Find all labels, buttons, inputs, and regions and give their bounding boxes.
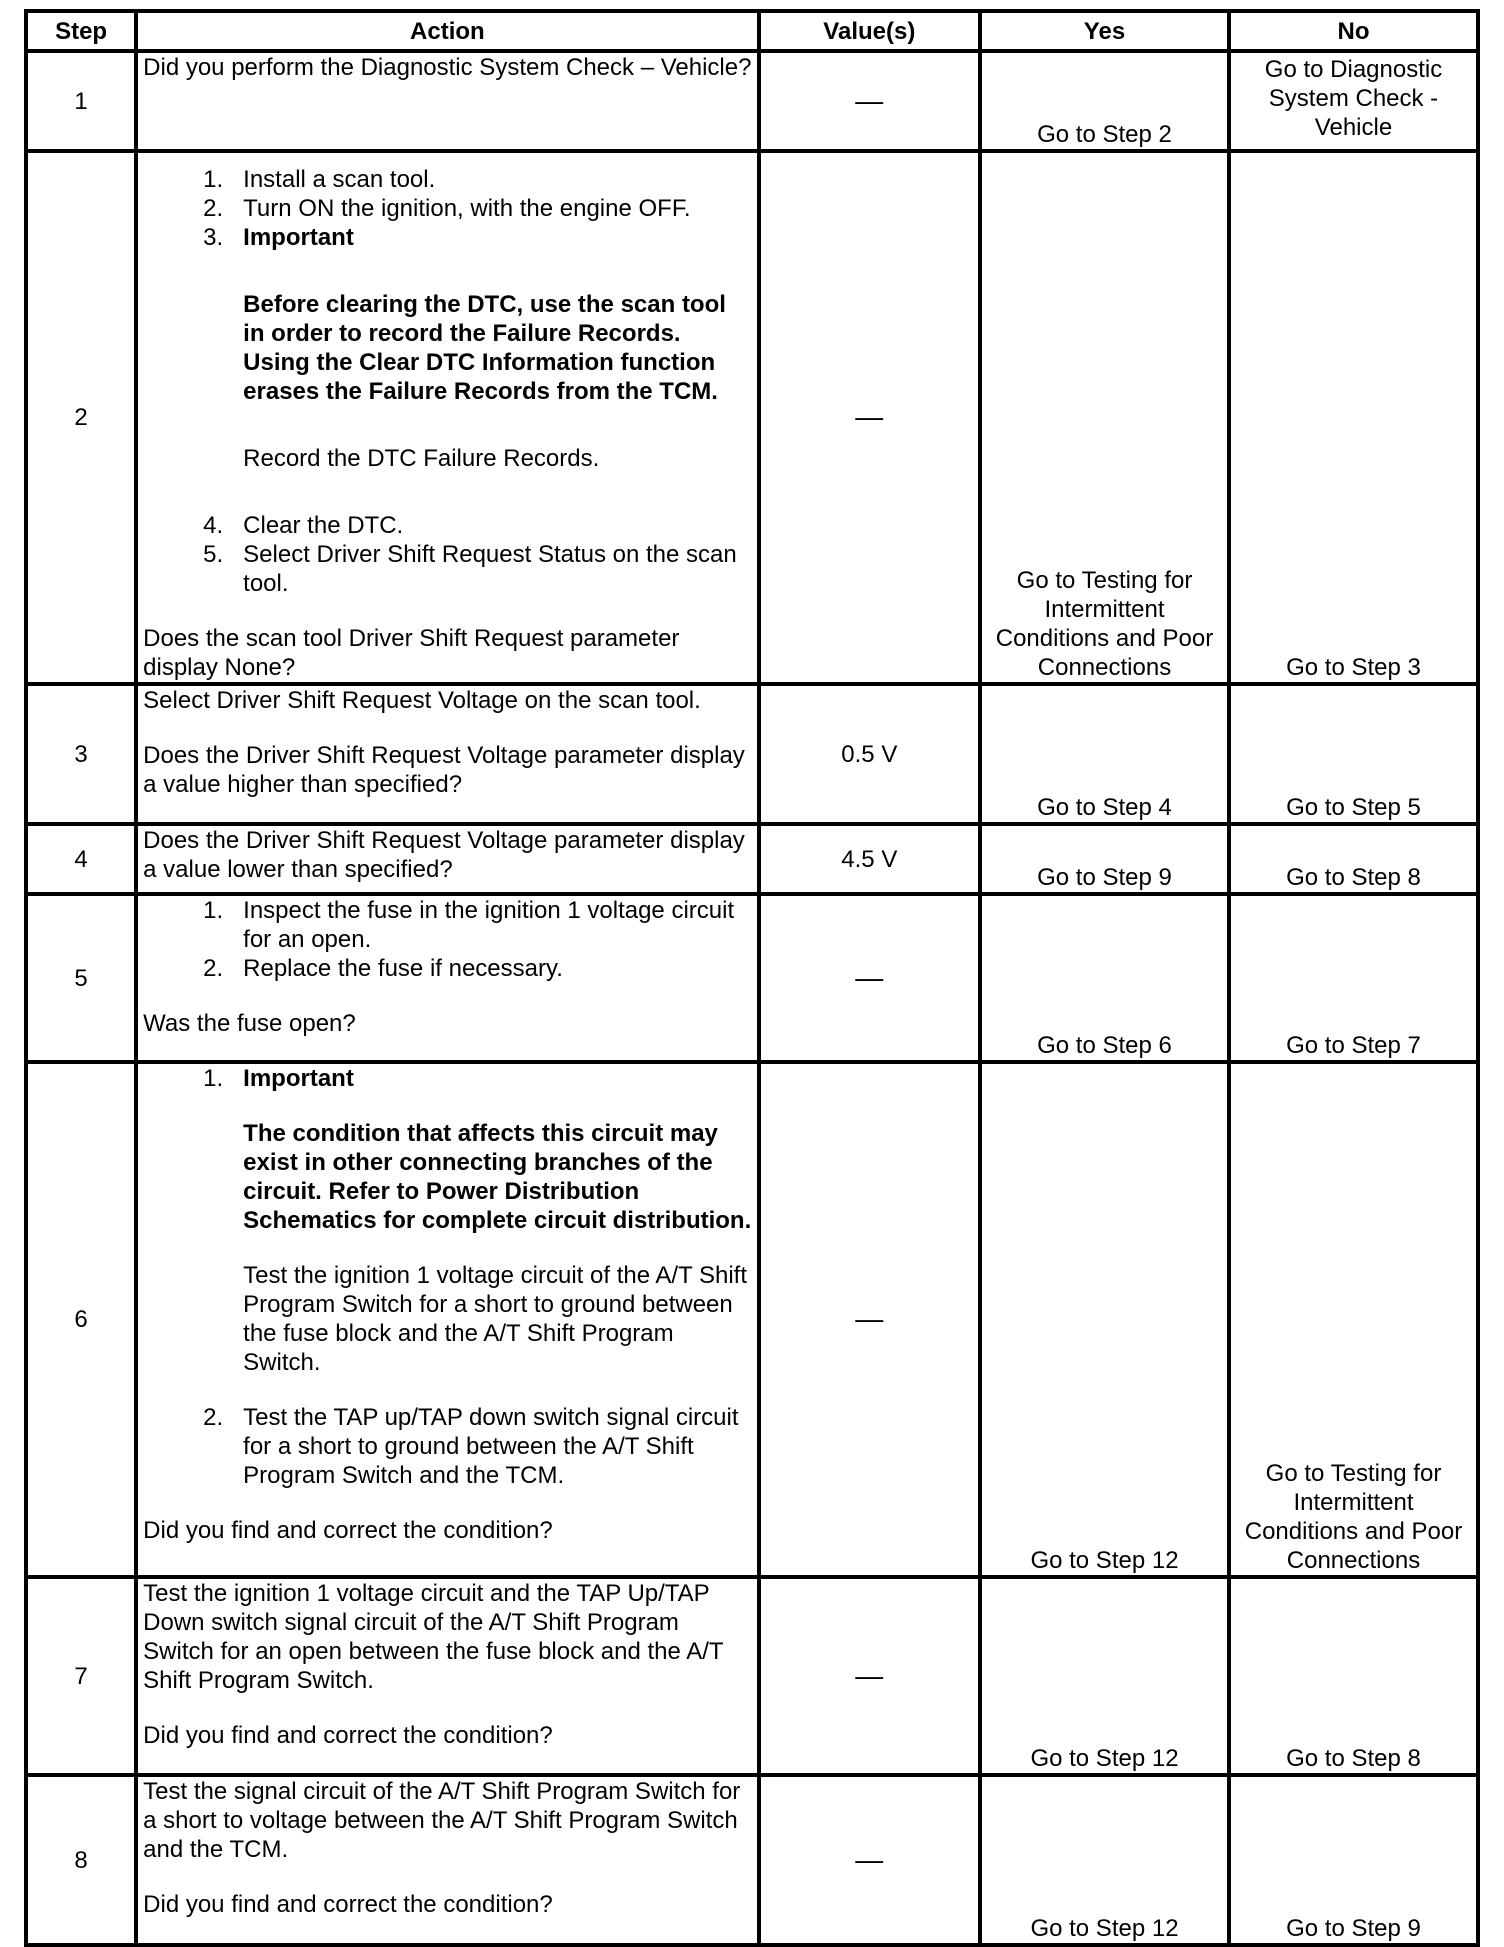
table-row — [26, 51, 1478, 151]
value-text: — — [855, 401, 884, 432]
action-cell — [136, 1775, 758, 1945]
important-heading: Important — [243, 1065, 354, 1092]
value-text: — — [855, 961, 884, 993]
action-cell — [136, 1062, 758, 1577]
no-cell: Go to Step 3 — [1229, 151, 1478, 684]
no-cell: Go to Step 8 — [1229, 824, 1478, 894]
yes-cell: Go to Step 12 — [980, 1577, 1229, 1775]
action-question: Did you find and correct the condition? — [143, 1891, 553, 1918]
step-number: 3 — [26, 684, 136, 824]
header-no: No — [1229, 11, 1478, 51]
action-cell — [136, 151, 758, 684]
table-row — [26, 1775, 1478, 1945]
value-cell — [759, 51, 980, 151]
value-text: — — [855, 84, 884, 116]
table-row — [26, 894, 1478, 1062]
yes-cell: Go to Step 9 — [980, 824, 1229, 894]
list-item: 2. Test the TAP up/TAP down switch signal circuit for a short to ground between the A/T Shift Program Switch and the TCM. — [203, 1404, 739, 1489]
action-cell — [136, 824, 758, 894]
header-row — [26, 11, 1478, 51]
step-number: 5 — [26, 894, 136, 1062]
step-number: 6 — [26, 1062, 136, 1577]
list-item: 4. Clear the DTC. — [203, 512, 404, 539]
value-cell — [759, 1062, 980, 1577]
action-cell — [136, 51, 758, 151]
table-row — [26, 824, 1478, 894]
list-item: 5. Select Driver Shift Request Status on the scan tool. — [203, 541, 737, 597]
no-cell: Go to Step 9 — [1229, 1775, 1478, 1945]
value-text: — — [855, 1843, 884, 1875]
list-item: 1. Important — [143, 1064, 751, 1093]
no-cell: Go to Diagnostic System Check - Vehicle — [1229, 51, 1478, 151]
yes-cell: Go to Step 12 — [980, 1062, 1229, 1577]
header-values: Value(s) — [759, 11, 980, 51]
action-question: Did you find and correct the condition? — [143, 1722, 553, 1749]
value-text: — — [855, 1659, 884, 1691]
action-cell — [136, 684, 758, 824]
no-cell: Go to Step 7 — [1229, 894, 1478, 1062]
list-item: 1. Inspect the fuse in the ignition 1 voltage circuit for an open. — [203, 897, 735, 953]
table-row — [26, 684, 1478, 824]
diagnostic-table — [24, 9, 1480, 1947]
value-cell: 0.5 V — [759, 684, 980, 824]
value-cell — [759, 1577, 980, 1775]
list-item: 3. Important — [143, 223, 751, 252]
action-cell — [136, 1577, 758, 1775]
important-note: Before clearing the DTC, use the scan tool in order to record the Failure Records. Using the Clear DTC Information function erases the Failure Records from the TCM. — [243, 291, 726, 405]
action-question: Does the scan tool Driver Shift Request parameter display None? — [143, 625, 680, 681]
action-question: Did you perform the Diagnostic System Check – Vehicle? — [143, 54, 752, 81]
no-cell: Go to Step 5 — [1229, 684, 1478, 824]
value-cell — [759, 151, 980, 684]
step-number: 2 — [26, 151, 136, 684]
action-question: Does the Driver Shift Request Voltage parameter display a value higher than specified? — [143, 742, 745, 798]
table-row — [26, 1577, 1478, 1775]
yes-cell: Go to Step 4 — [980, 684, 1229, 824]
list-item: 2. Turn ON the ignition, with the engine OFF. — [203, 195, 691, 222]
no-cell: Go to Step 8 — [1229, 1577, 1478, 1775]
list-item: 2. Replace the fuse if necessary. — [203, 955, 563, 982]
step-number: 7 — [26, 1577, 136, 1775]
header-step: Step — [26, 11, 136, 51]
yes-cell: Go to Step 12 — [980, 1775, 1229, 1945]
action-question: Did you find and correct the condition? — [143, 1517, 553, 1544]
action-question: Was the fuse open? — [143, 1010, 356, 1037]
value-cell — [759, 1775, 980, 1945]
action-intro: Test the signal circuit of the A/T Shift Program Switch for a short to voltage between the A/T Shift Program Switch and the TCM. — [143, 1778, 741, 1863]
list-item-text: Record the DTC Failure Records. — [243, 445, 600, 472]
value-cell — [759, 894, 980, 1062]
no-cell: Go to Testing for Intermittent Conditions and Poor Connections — [1229, 1062, 1478, 1577]
value-text: — — [855, 1303, 884, 1334]
table-row — [26, 1062, 1478, 1577]
action-intro: Select Driver Shift Request Voltage on the scan tool. — [143, 687, 701, 714]
list-item-text: Test the ignition 1 voltage circuit of the A/T Shift Program Switch for a short to ground between the fuse block and the A/T Shift Program Switch. — [243, 1262, 747, 1376]
important-heading: Important — [243, 224, 354, 251]
list-item: 1. Install a scan tool. — [203, 166, 436, 193]
header-yes: Yes — [980, 11, 1229, 51]
table-row — [26, 151, 1478, 684]
important-note: The condition that affects this circuit may exist in other connecting branches of the circuit. Refer to Power Distribution Schematics for complete circuit distribution. — [243, 1120, 752, 1234]
action-cell — [136, 894, 758, 1062]
action-question: Does the Driver Shift Request Voltage parameter display a value lower than specified? — [143, 827, 745, 883]
yes-cell: Go to Step 2 — [980, 51, 1229, 151]
yes-cell: Go to Testing for Intermittent Conditions and Poor Connections — [980, 151, 1229, 684]
header-action: Action — [136, 11, 758, 51]
action-intro: Test the ignition 1 voltage circuit and the TAP Up/TAP Down switch signal circuit of the A/T Shift Program Switch for an open between the fuse block and the A/T Shift Program Switch. — [143, 1580, 724, 1694]
step-number: 4 — [26, 824, 136, 894]
value-cell: 4.5 V — [759, 824, 980, 894]
step-number: 1 — [26, 51, 136, 151]
yes-cell: Go to Step 6 — [980, 894, 1229, 1062]
step-number: 8 — [26, 1775, 136, 1945]
